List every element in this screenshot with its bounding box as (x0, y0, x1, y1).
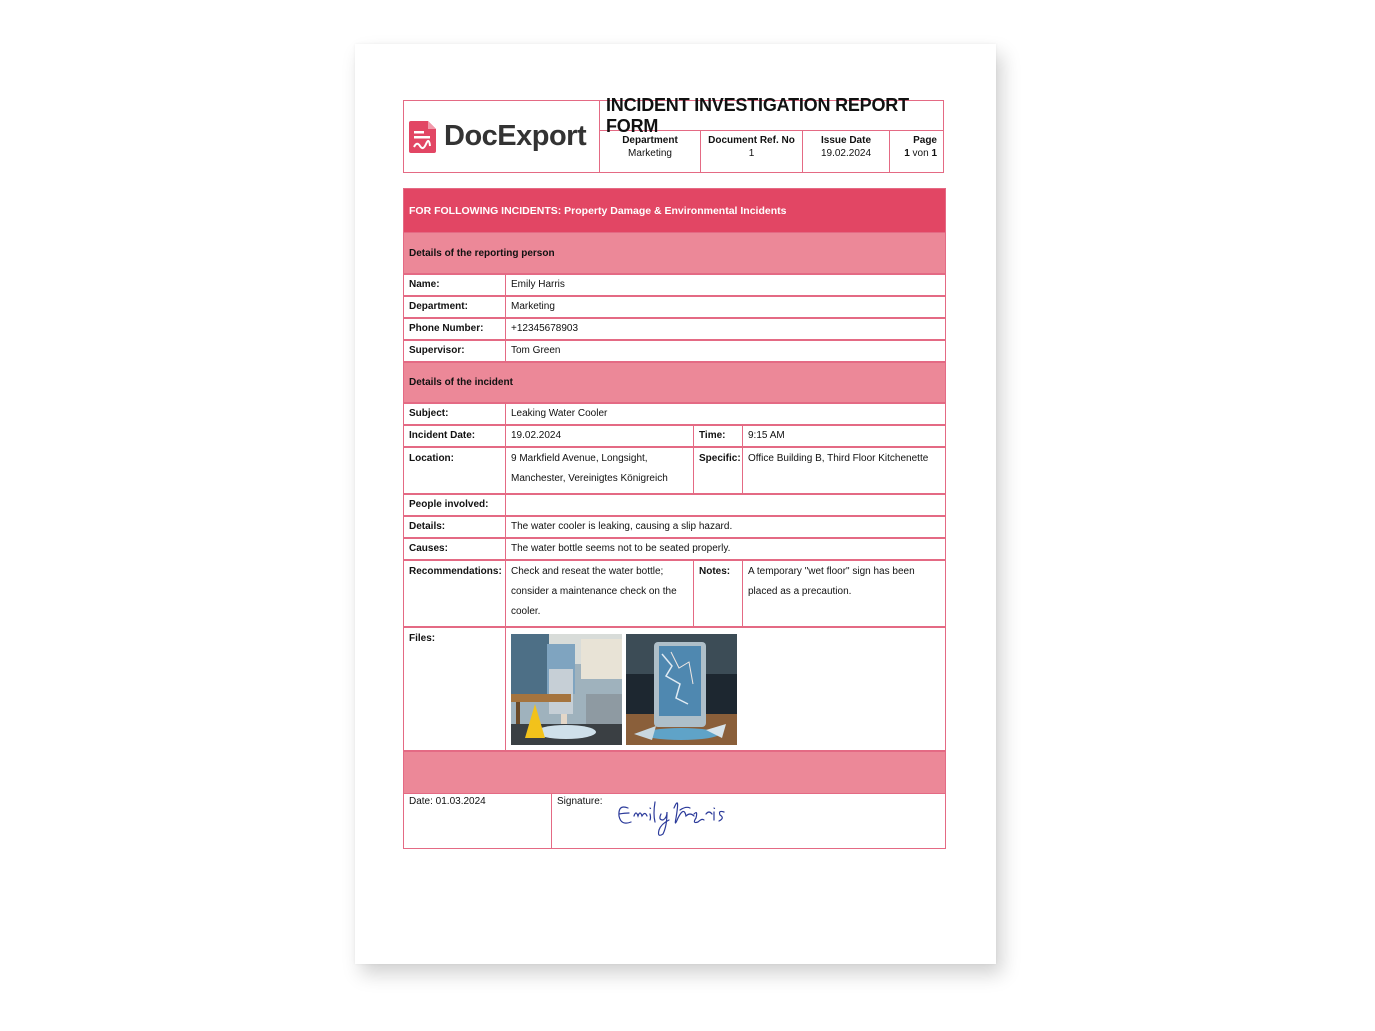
file-image-kitchen[interactable] (511, 634, 622, 745)
form-title: INCIDENT INVESTIGATION REPORT FORM (600, 101, 943, 131)
empty-band (404, 750, 945, 793)
notes-value: A temporary "wet floor" sign has been placed as a precaution. (748, 566, 915, 597)
row-name: Name: Emily Harris (404, 273, 945, 295)
row-subject: Subject: Leaking Water Cooler (404, 402, 945, 424)
logo (404, 101, 600, 172)
location-value: 9 Markfield Avenue, Longsight, Manchester, Vereinigtes Königreich (511, 453, 668, 484)
logo-text: DocExport (444, 120, 587, 152)
row-date-time: Incident Date: 19.02.2024 Time: 9:15 AM (404, 424, 945, 446)
people-value (506, 495, 945, 515)
signature-field: Signature: (552, 794, 945, 848)
supervisor-value: Tom Green (511, 345, 561, 356)
specific-value: Office Building B, Third Floor Kitchenette (748, 453, 929, 464)
incident-date-value: 19.02.2024 (511, 430, 562, 441)
footer-date: Date: 01.03.2024 (404, 794, 552, 848)
row-phone: Phone Number: +12345678903 (404, 317, 945, 339)
phone-value: +12345678903 (511, 323, 579, 334)
handwritten-signature (614, 794, 734, 844)
document-header (403, 94, 944, 173)
header-issue-date: Issue Date 19.02.2024 (803, 131, 890, 172)
details-value: The water cooler is leaking, causing a slip hazard. (511, 521, 733, 532)
header-document-ref: Document Ref. No 1 (701, 131, 803, 172)
incident-type-band: FOR FOLLOWING INCIDENTS: Property Damage & Environmental Incidents (404, 189, 945, 232)
recommendations-value: Check and reseat the water bottle; consider a maintenance check on the cooler. (511, 566, 677, 617)
row-people-involved: People involved: (404, 493, 945, 515)
causes-value: The water bottle seems not to be seated properly. (511, 543, 731, 554)
row-department: Department: Marketing (404, 295, 945, 317)
subject-value: Leaking Water Cooler (511, 408, 608, 419)
docexport-logo-icon (408, 119, 438, 155)
row-recommendations: Recommendations: Check and reseat the water bottle; consider a maintenance check on the cooler. Notes: A temporary "wet floor" sign has been placed as a precaution. (404, 559, 945, 626)
section-incident: Details of the incident (404, 361, 945, 402)
row-details: Details: The water cooler is leaking, causing a slip hazard. (404, 515, 945, 537)
file-image-cooler[interactable] (626, 634, 737, 745)
form-footer (404, 793, 945, 848)
header-page: Page 1 von 1 (904, 135, 937, 159)
department-value: Marketing (511, 301, 555, 312)
section-reporting-person: Details of the reporting person (404, 232, 945, 273)
name-value: Emily Harris (511, 279, 565, 290)
row-files: Files: (404, 626, 945, 750)
row-location: Location: 9 Markfield Avenue, Longsight, Manchester, Vereinigtes Königreich Specific: Office Building B, Third Floor Kitchenette (404, 446, 945, 493)
header-department: Department Marketing (600, 131, 701, 172)
time-value: 9:15 AM (748, 430, 785, 441)
incident-form (403, 188, 946, 849)
row-supervisor: Supervisor: Tom Green (404, 339, 945, 361)
row-causes: Causes: The water bottle seems not to be seated properly. (404, 537, 945, 559)
